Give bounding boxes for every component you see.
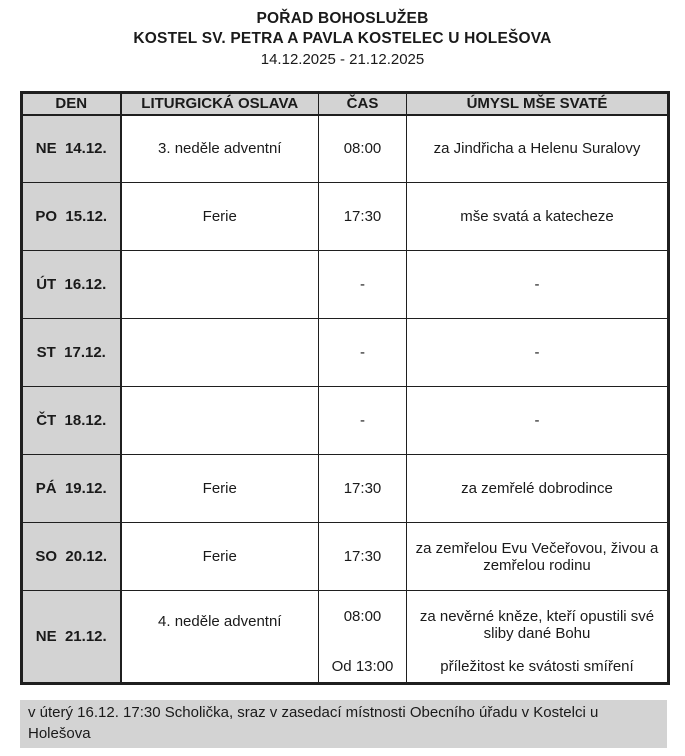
- document-header: [0, 0, 685, 70]
- celebration-cell: Ferie: [121, 455, 319, 523]
- celebration-cell: [121, 387, 319, 455]
- celebration-cell: 4. neděle adventní: [121, 591, 319, 684]
- time-cell: -: [319, 251, 407, 319]
- celebration-cell: Ferie: [121, 183, 319, 251]
- day-cell: SO 20.12.: [22, 523, 121, 591]
- day-cell: PO 15.12.: [22, 183, 121, 251]
- intention-cell: za zemřelou Evu Večeřovou, živou a zemřelou rodinu: [407, 523, 669, 591]
- time-cell: -: [319, 387, 407, 455]
- time-second: Od 13:00: [331, 658, 394, 675]
- celebration-cell: 3. neděle adventní: [121, 115, 319, 183]
- intention-second: příležitost ke svátosti smíření: [440, 658, 634, 675]
- celebration-cell: Ferie: [121, 523, 319, 591]
- day-cell: NE 14.12.: [22, 115, 121, 183]
- intention-cell: -: [407, 387, 669, 455]
- table-row-ct-18: [22, 387, 669, 455]
- table-row-pa-19: [22, 455, 669, 523]
- church-name: KOSTEL SV. PETRA A PAVLA KOSTELEC U HOLEŠOVA: [133, 30, 552, 47]
- time-cell: -: [319, 319, 407, 387]
- time-cell: 17:30: [319, 523, 407, 591]
- schedule-table: [20, 91, 670, 685]
- time-cell: [319, 591, 407, 684]
- column-header-den: DEN: [22, 93, 121, 115]
- celebration-cell: [121, 319, 319, 387]
- table-row-ne-14: [22, 115, 669, 183]
- day-cell: ČT 18.12.: [22, 387, 121, 455]
- table-row-po-15: [22, 183, 669, 251]
- column-header-liturgical: LITURGICKÁ OSLAVA: [121, 93, 319, 115]
- table-row-st-17: [22, 319, 669, 387]
- intention-cell: za Jindřicha a Helenu Suralovy: [407, 115, 669, 183]
- intention-first: za nevěrné kněze, kteří opustili své sliby dané Bohu: [419, 608, 655, 642]
- time-cell: 08:00: [319, 115, 407, 183]
- time-first: 08:00: [343, 608, 382, 625]
- table-row-ne-21: [22, 591, 669, 684]
- column-header-time: ČAS: [319, 93, 407, 115]
- table-row-so-20: [22, 523, 669, 591]
- time-cell: 17:30: [319, 183, 407, 251]
- day-cell: NE 21.12.: [22, 591, 121, 684]
- document-title: POŘAD BOHOSLUŽEB: [256, 10, 429, 27]
- footer-note: v úterý 16.12. 17:30 Scholička, sraz v zasedací místnosti Obecního úřadu v Kostelci u Holešova: [20, 700, 667, 748]
- intention-cell: mše svatá a katecheze: [407, 183, 669, 251]
- table-row-ut-16: [22, 251, 669, 319]
- time-cell: 17:30: [319, 455, 407, 523]
- celebration-cell: [121, 251, 319, 319]
- day-cell: ST 17.12.: [22, 319, 121, 387]
- intention-cell: za zemřelé dobrodince: [407, 455, 669, 523]
- date-range: 14.12.2025 - 21.12.2025: [260, 51, 425, 68]
- intention-cell: -: [407, 251, 669, 319]
- day-cell: ÚT 16.12.: [22, 251, 121, 319]
- column-header-intention: ÚMYSL MŠE SVATÉ: [407, 93, 669, 115]
- table-header-row: [22, 93, 669, 115]
- day-cell: PÁ 19.12.: [22, 455, 121, 523]
- intention-cell: [407, 591, 669, 684]
- intention-cell: -: [407, 319, 669, 387]
